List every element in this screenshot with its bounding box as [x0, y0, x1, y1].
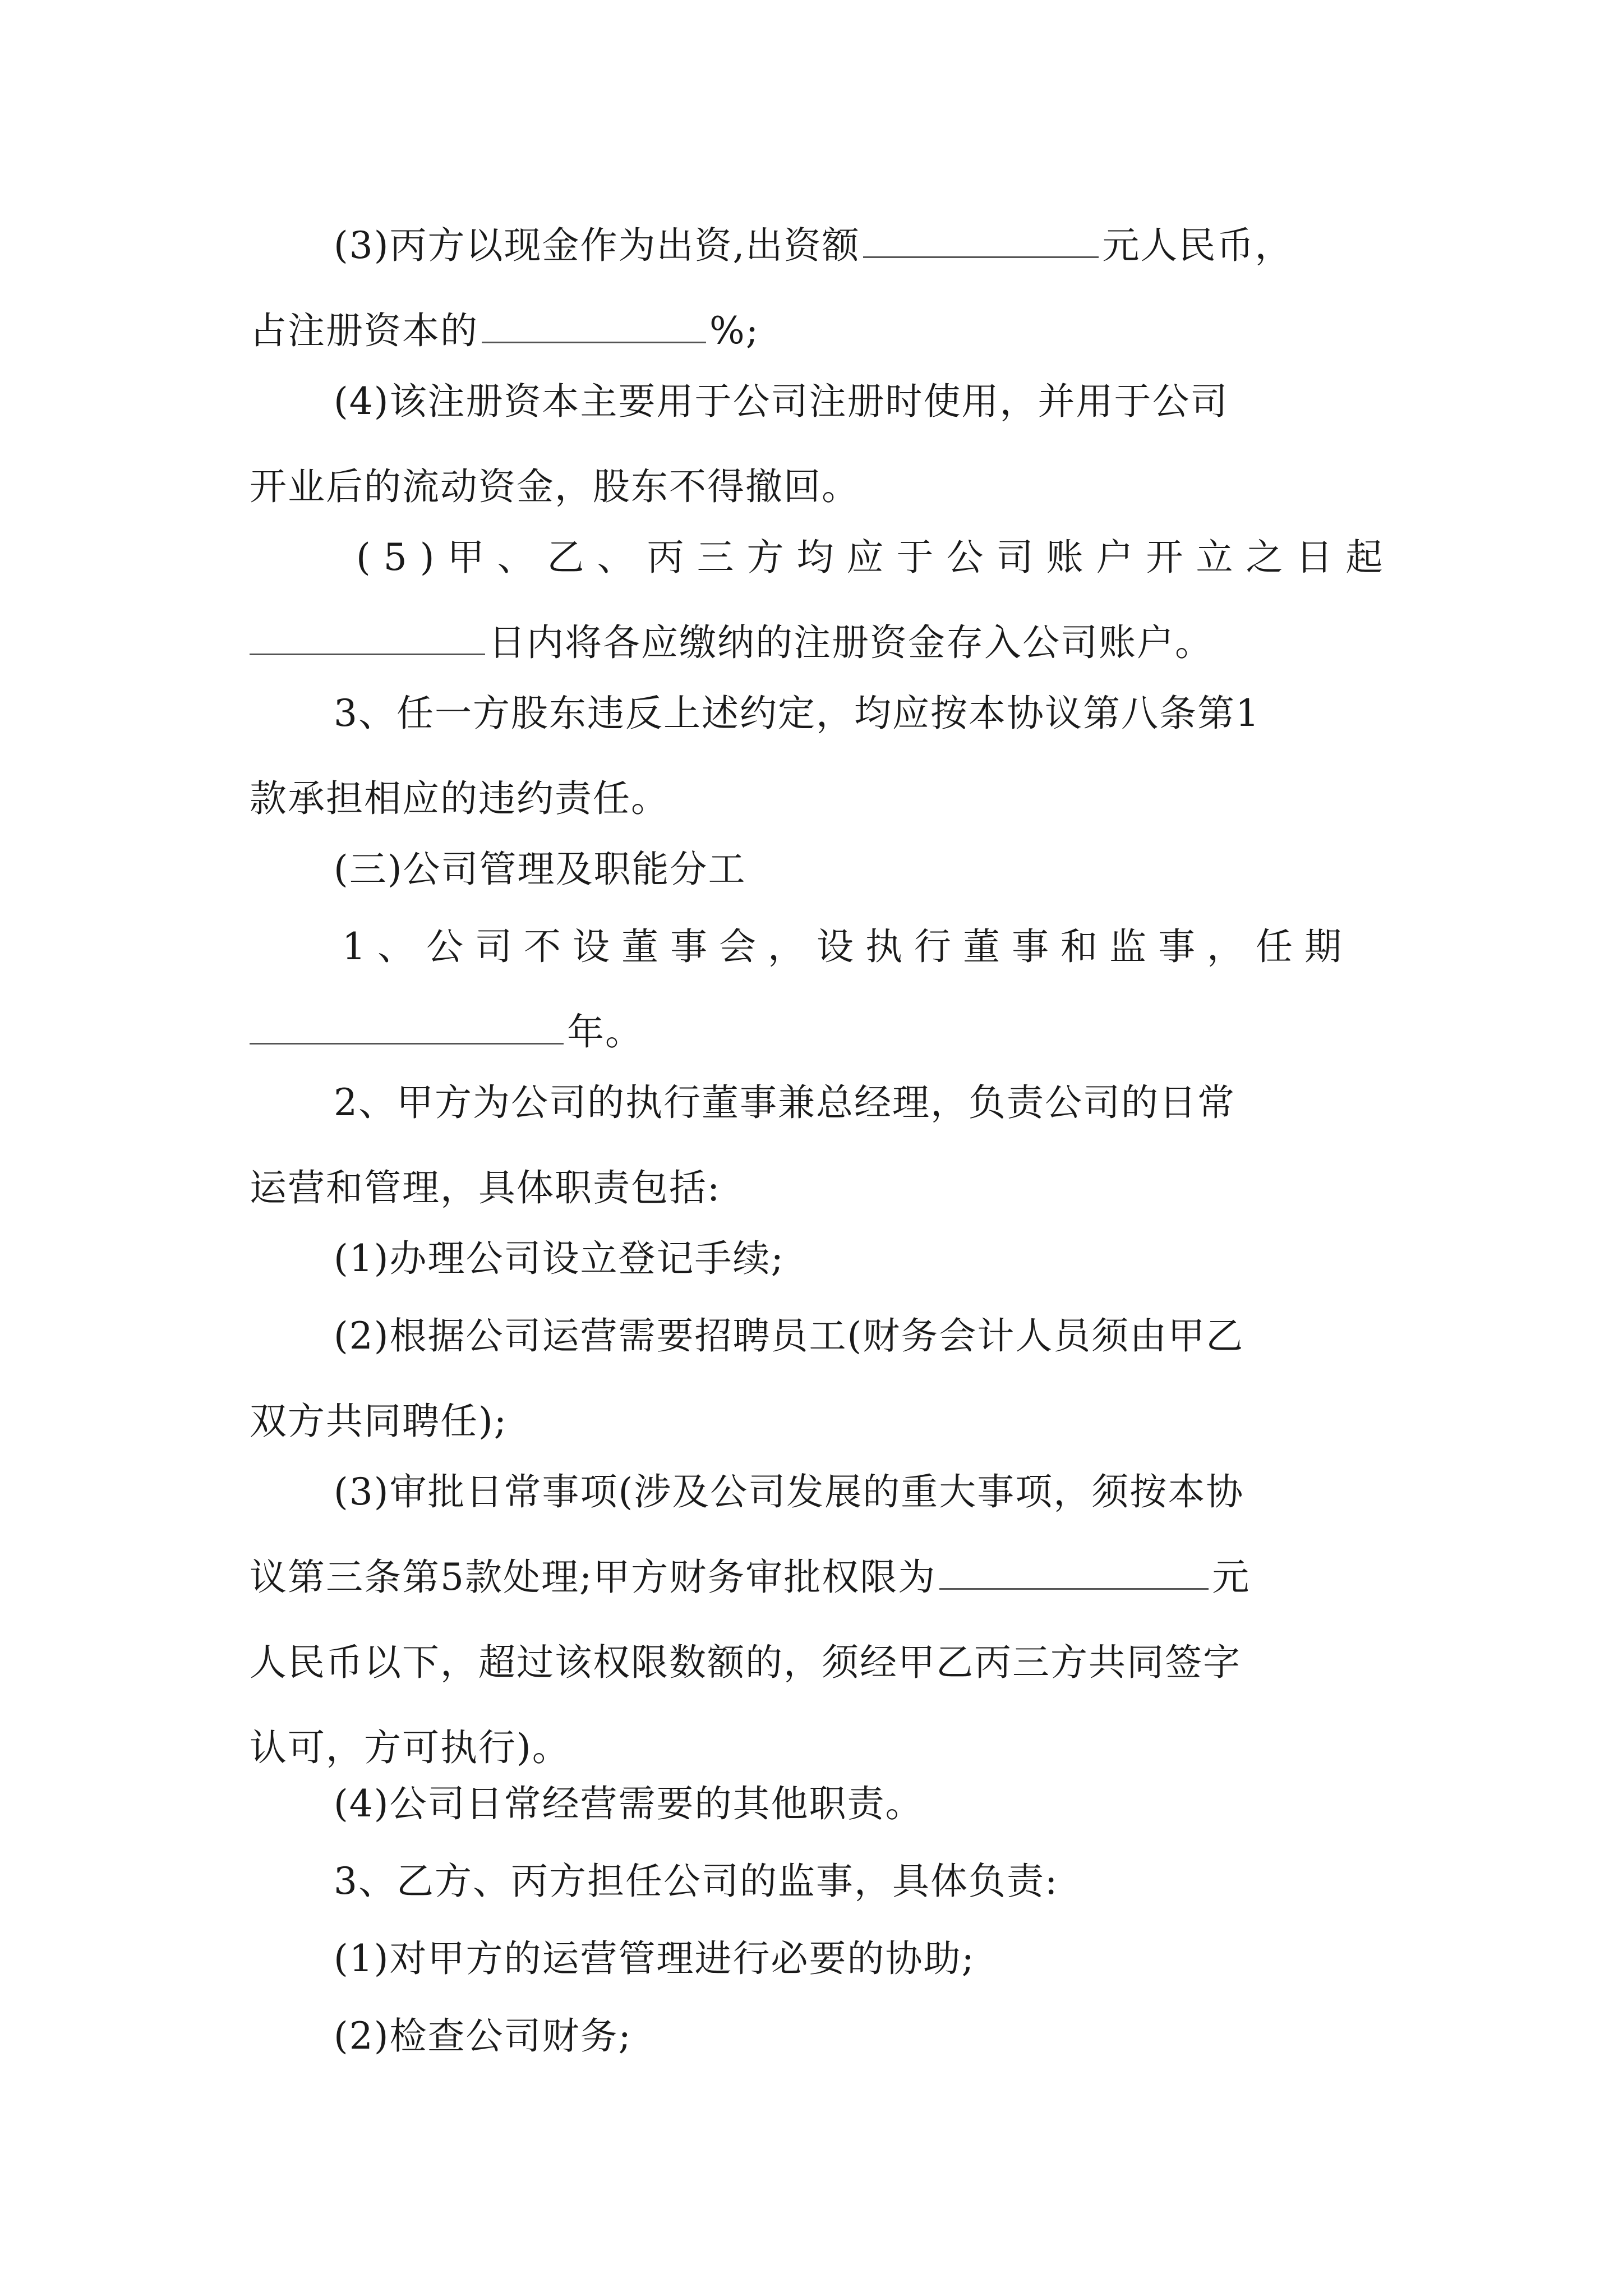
text-line — [250, 515, 1396, 600]
paragraph-supervisors — [250, 1839, 1377, 1924]
paragraph-capital-contribution-c — [250, 203, 1377, 374]
text-line — [250, 1535, 1377, 1620]
text-line: 双方共同聘任); — [250, 1400, 508, 1443]
text-line: 运营和管理，具体职责包括: — [250, 1166, 721, 1209]
text-segment: 元人民币， — [1102, 224, 1293, 267]
list-item-assist-operations — [250, 1916, 1377, 2001]
text-segment: 议第三条第5款处理;甲方财务审批权限为 — [250, 1556, 937, 1599]
text-line: (1)办理公司设立登记手续; — [334, 1237, 785, 1280]
text-line: (4)该注册资本主要用于公司注册时使用，并用于公司 — [334, 380, 1229, 423]
text-line: (2)检查公司财务; — [334, 2014, 632, 2058]
section-heading-management — [250, 827, 1377, 912]
paragraph-capital-usage — [250, 359, 1377, 530]
paragraph-board-term — [250, 904, 1377, 1075]
text-segment: 元 — [1212, 1556, 1251, 1599]
text-line: (3)审批日常事项(涉及公司发展的重大事项，须按本协 — [334, 1470, 1244, 1513]
text-line: (三)公司管理及职能分工 — [334, 848, 746, 891]
paragraph-executive-director — [250, 1060, 1377, 1231]
text-line: 3、任一方股东违反上述约定，均应按本协议第八条第1 — [334, 692, 1260, 735]
text-line: (4)公司日常经营需要的其他职责。 — [334, 1782, 924, 1825]
text-line: 2、甲方为公司的执行董事兼总经理，负责公司的日常 — [334, 1081, 1235, 1124]
blank-approval-limit-field — [939, 1554, 1209, 1590]
text-segment: 年。 — [567, 1010, 643, 1053]
list-item-approval — [250, 1450, 1377, 1791]
text-line: 款承担相应的违约责任。 — [250, 777, 669, 820]
text-segment: 1、公司不设董事会，设执行董事和监事，任期 — [342, 925, 1353, 968]
text-segment: (5)甲、乙、丙三方均应于公司账户开立之日起 — [356, 536, 1396, 579]
text-segment: 日内将各应缴纳的注册资金存入公司账户。 — [488, 621, 1213, 664]
text-line: 人民币以下，超过该权限数额的，须经甲乙丙三方共同签字 — [250, 1641, 1241, 1684]
text-line: (2)根据公司运营需要招聘员工(财务会计人员须由甲乙 — [334, 1314, 1244, 1358]
list-item-inspect-finance — [250, 1994, 1377, 2079]
text-segment: %; — [709, 309, 759, 352]
text-line — [250, 904, 1377, 990]
blank-percent-field — [482, 308, 706, 343]
text-segment: (3)丙方以现金作为出资,出资额 — [334, 224, 860, 267]
text-line: 3、乙方、丙方担任公司的监事，具体负责: — [334, 1860, 1059, 1903]
list-item-registration — [250, 1216, 1377, 1301]
blank-amount-field — [863, 223, 1099, 258]
text-line: 开业后的流动资金，股东不得撤回。 — [250, 465, 860, 508]
list-item-recruitment — [250, 1294, 1377, 1464]
text-line: 认可，方可执行)。 — [250, 1726, 570, 1769]
blank-term-field — [250, 1009, 564, 1045]
paragraph-deposit-deadline — [250, 515, 1396, 685]
blank-days-field — [250, 620, 485, 655]
text-segment: 占注册资本的 — [250, 309, 478, 352]
text-line — [250, 203, 1377, 288]
list-item-other-duties — [250, 1761, 1377, 1847]
paragraph-breach — [250, 671, 1377, 841]
text-line: (1)对甲方的运营管理进行必要的协助; — [334, 1937, 975, 1980]
